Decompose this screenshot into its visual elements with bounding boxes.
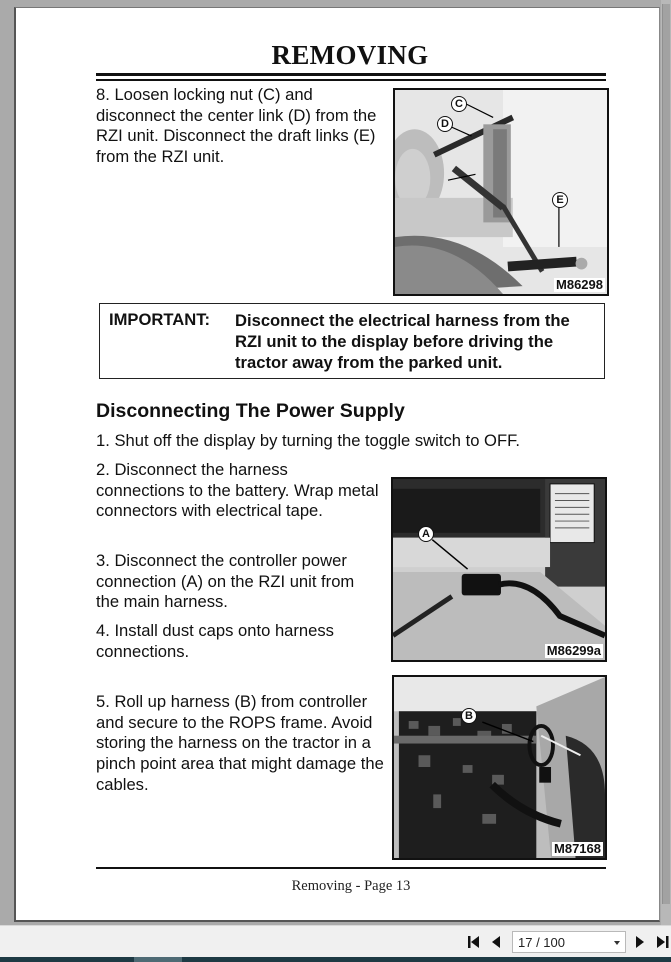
step-4-text: 4. Install dust caps onto harness connections. <box>96 621 334 661</box>
next-page-button[interactable] <box>632 934 648 950</box>
callout-a: A <box>418 526 434 542</box>
figure-m86299a <box>391 477 607 662</box>
scrollbar-thumb[interactable] <box>662 4 670 904</box>
first-page-button[interactable] <box>466 934 482 950</box>
page-number-select[interactable] <box>512 931 626 953</box>
page-title: REMOVING <box>271 40 429 70</box>
skip-first-icon <box>466 934 482 950</box>
figure-caption: M86299a <box>546 643 601 658</box>
triangle-right-icon <box>632 934 648 950</box>
page-indicator: 17 / 100 <box>518 935 565 950</box>
step-2-text: 2. Disconnect the harness connections to the battery. Wrap metal connectors with electrical tape. <box>96 460 379 521</box>
controller-connection-photo <box>393 479 605 660</box>
step-1-text: 1. Shut off the display by turning the toggle switch to OFF. <box>96 431 520 450</box>
tractor-hitch-photo <box>395 90 607 294</box>
step-5-text: 5. Roll up harness (B) from controller and secure to the ROPS frame. Avoid storing the harness on the tractor in a pinch point area that might damage the cables. <box>96 692 384 794</box>
footer-rule <box>96 867 606 869</box>
important-label: IMPORTANT: <box>109 310 211 329</box>
figure-caption: M86298 <box>556 277 603 292</box>
title-rule-thick <box>96 73 606 76</box>
callout-e: E <box>552 192 568 208</box>
taskbar-active-item[interactable] <box>134 957 182 962</box>
step-8-text: 8. Loosen locking nut (C) and disconnect the center link (D) from the RZI unit. Disconnect the draft links (E) from the RZI unit. <box>96 85 377 167</box>
rops-harness-photo <box>394 677 605 858</box>
important-notice <box>99 303 605 379</box>
figure-caption: M87168 <box>554 841 601 856</box>
chevron-down-icon <box>614 941 620 945</box>
callout-d: D <box>437 116 453 132</box>
skip-last-icon <box>655 934 671 950</box>
last-page-button[interactable] <box>655 934 671 950</box>
step-3-text: 3. Disconnect the controller power connection (A) on the RZI unit from the main harness. <box>96 551 355 612</box>
triangle-left-icon <box>489 934 505 950</box>
page-footer: Removing - Page 13 <box>291 878 411 894</box>
section-heading: Disconnecting The Power Supply <box>96 400 405 422</box>
title-rule-thin <box>96 79 606 81</box>
previous-page-button[interactable] <box>489 934 505 950</box>
taskbar <box>0 957 671 962</box>
figure-m86298 <box>393 88 609 296</box>
callout-c: C <box>451 96 467 112</box>
important-message: Disconnect the electrical harness from the RZI unit to the display before driving the tractor away from the parked unit. <box>235 311 570 372</box>
figure-m87168 <box>392 675 607 860</box>
callout-b: B <box>461 708 477 724</box>
